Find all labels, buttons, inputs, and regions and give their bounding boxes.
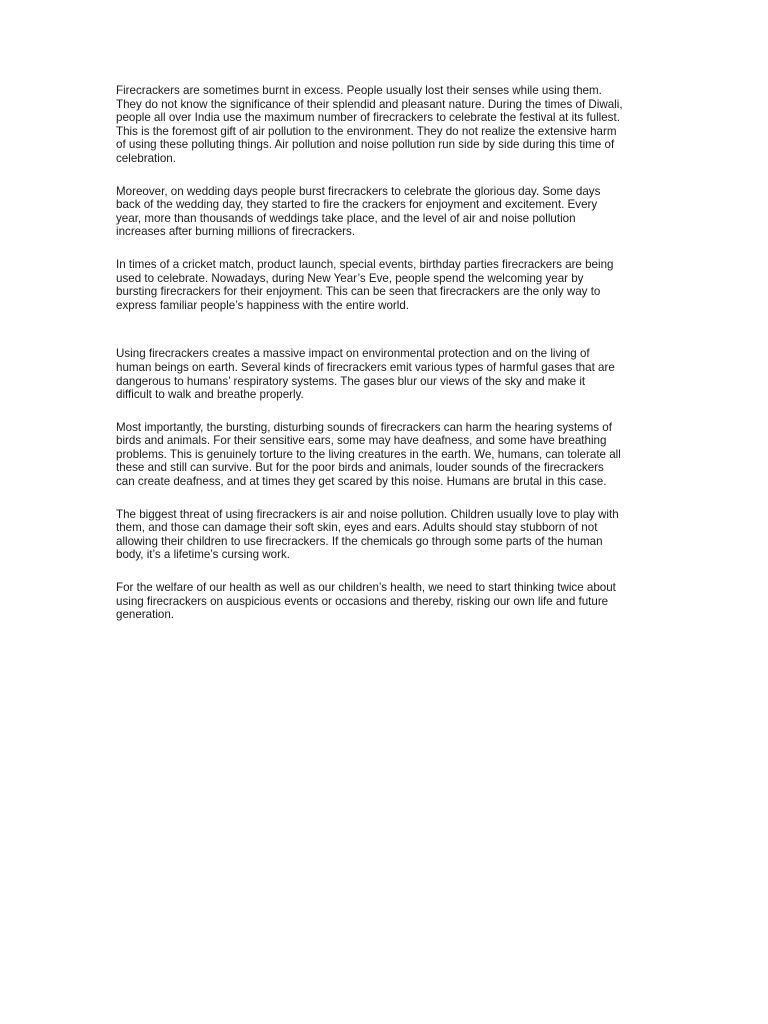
paragraph-7: For the welfare of our health as well as our children’s health, we need to start thinking twice about using firecrackers on auspicious events or occasions and thereby, risking our own life and future generation.	[116, 581, 616, 622]
paragraph-4: Using firecrackers creates a massive impact on environmental protection and on the living of human beings on earth. Several kinds of firecrackers emit various types of harmful gases that are dangerous to humans’ respiratory systems. The gases blur our views of the sky and make it difficult to walk and breathe properly.	[116, 347, 615, 402]
paragraph-1: Firecrackers are sometimes burnt in excess. People usually lost their senses while using them. They do not know the significance of their splendid and pleasant nature. During the times of Diwali, people all over India use the maximum number of firecrackers to celebrate the festival at its fullest. This is the foremost gift of air pollution to the environment. They do not realize the extensive harm of using these polluting things. Air pollution and noise pollution run side by side during this time of celebration.	[116, 84, 623, 165]
paragraph-3: In times of a cricket match, product launch, special events, birthday parties firecrackers are being used to celebrate. Nowadays, during New Year’s Eve, people spend the welcoming year by bursting firecrackers for their enjoyment. This can be seen that firecrackers are the only way to express familiar people’s happiness with the entire world.	[116, 257, 614, 312]
paragraph-2: Moreover, on wedding days people burst firecrackers to celebrate the glorious day. Some days back of the wedding day, they started to fire the crackers for enjoyment and excitement. Every year, more than thousands of weddings take place, and the level of air and noise pollution increases after burning millions of firecrackers.	[116, 184, 601, 239]
paragraph-6: The biggest threat of using firecrackers is air and noise pollution. Children usually love to play with them, and those can damage their soft skin, eyes and ears. Adults should stay stubborn of not allowing their children to use firecrackers. If the chemicals go through some parts of the human body, it’s a lifetime’s cursing work.	[116, 507, 619, 562]
document-page	[116, 84, 656, 641]
paragraph-5: Most importantly, the bursting, disturbing sounds of firecrackers can harm the hearing systems of birds and animals. For their sensitive ears, some may have deafness, and some have breathing problems. This is genuinely torture to the living creatures in the earth. We, humans, can tolerate all these and still can survive. But for the poor birds and animals, louder sounds of the firecrackers can create deafness, and at times they get scared by this noise. Humans are brutal in this case.	[116, 420, 621, 489]
